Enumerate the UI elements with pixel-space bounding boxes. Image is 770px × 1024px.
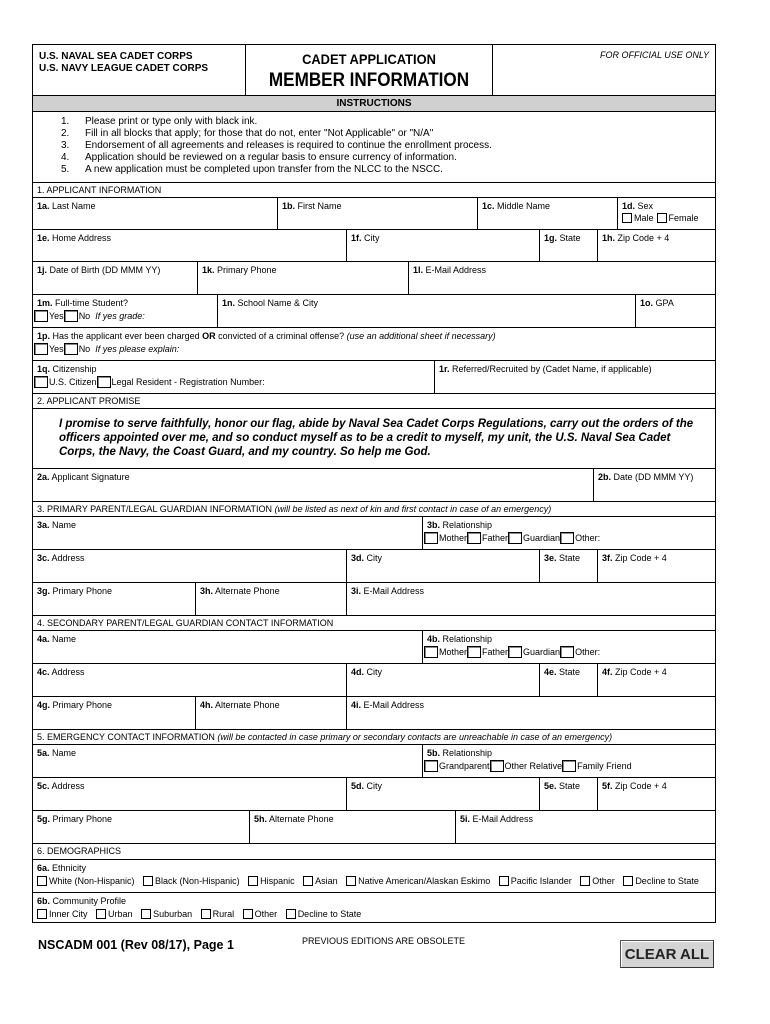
guardian-checkbox[interactable] [508,532,522,544]
option-label: Other [592,876,615,886]
option-label: Hispanic [260,876,295,886]
field-label: Date of Birth (DD MMM YY) [49,265,161,275]
emergency-email-field[interactable] [455,811,715,843]
secondary-city-field[interactable] [346,664,539,696]
emergency-city-field[interactable] [346,778,539,810]
field-label: Has the applicant ever been charged [52,331,200,341]
field-key: 1b. [282,201,296,211]
field-key: 6b. [37,896,51,906]
field-key: 1g. [544,233,558,243]
organization-names [33,45,245,95]
community-option[interactable] [243,909,278,919]
field-label: Address [51,781,85,791]
checkbox[interactable] [143,876,153,886]
checkbox[interactable] [37,876,47,886]
field-label: Primary Phone [52,700,113,710]
field-label: Name [52,520,77,530]
instructions-heading: INSTRUCTIONS [33,95,715,111]
community-option[interactable] [96,909,133,919]
field-label: Primary Phone [52,814,113,824]
emergency-zip-field[interactable] [597,778,715,810]
form-header [33,45,715,95]
primary-guardian-name-field[interactable] [33,517,422,549]
emergency-relationship-field [422,745,715,777]
emergency-state-field[interactable] [539,778,597,810]
other-checkbox[interactable] [560,532,574,544]
field-label: Address [51,667,85,677]
field-key: 5f. [602,781,613,791]
field-label: Zip Code + 4 [615,781,667,791]
field-key: 1h. [602,233,616,243]
applicant-signature-field[interactable] [33,469,593,501]
field-label: Last Name [52,201,96,211]
ethnicity-option[interactable] [499,876,572,886]
student-no-checkbox[interactable] [64,310,78,322]
field-key: 5g. [37,814,51,824]
checkbox[interactable] [141,909,151,919]
field-key: 1k. [202,265,215,275]
ethnicity-field [33,860,715,892]
option-label: Decline to State [297,909,362,919]
field-label: Zip Code + 4 [617,233,670,243]
option-label: Pacific Islander [510,876,572,886]
field-key: 3c. [37,553,50,563]
primary-zip-field[interactable] [597,550,715,582]
field-key: 4e. [544,667,557,677]
emergency-primary-phone-field[interactable] [33,811,249,843]
field-label: GPA [655,298,674,308]
instruction-item [61,116,715,128]
father-checkbox[interactable] [467,646,481,658]
field-key: 3e. [544,553,557,563]
field-key: 3f. [602,553,613,563]
field-label: E-Mail Address [363,586,425,596]
field-key: 3g. [37,586,51,596]
checkbox[interactable] [201,909,211,919]
home-address-field[interactable] [33,230,346,261]
option-label: Suburban [153,909,193,919]
field-key: 3b. [427,520,441,530]
community-option[interactable] [286,909,362,919]
field-label: Primary Phone [217,265,277,275]
field-label: City [366,781,383,791]
full-time-student-field [33,295,217,327]
field-label: Sex [637,201,654,211]
instruction-number: 3. [61,140,70,151]
checkbox[interactable] [96,909,106,919]
field-label: State [559,781,581,791]
field-key: 1e. [37,233,50,243]
option-label: Other [254,909,278,919]
legal-resident-label: Legal Resident - Registration Number: [111,377,265,387]
female-checkbox[interactable] [657,213,667,223]
application-form [32,44,716,923]
explain-note: If yes please explain: [95,344,180,354]
primary-phone-field[interactable] [197,262,408,294]
field-label: State [559,233,581,243]
last-name-field[interactable] [33,198,277,229]
org-line-1: U.S. NAVAL SEA CADET CORPS [39,51,193,62]
alternate-phone-3h-field[interactable] [195,583,346,615]
primary-address-field[interactable] [33,550,346,582]
field-key: 5c. [37,781,50,791]
field-label: Date (DD MMM YY) [613,472,694,482]
no-label: No [78,344,91,354]
field-label: Referred/Recruited by (Cadet Name, if applicable) [452,364,652,374]
field-key: 4f. [602,667,613,677]
field-key: 1l. [413,265,424,275]
male-checkbox[interactable] [622,213,632,223]
family-friend-checkbox[interactable] [562,760,576,772]
field-key: 4h. [200,700,214,710]
field-key: 1o. [640,298,654,308]
section-2-title: 2. APPLICANT PROMISE [33,393,715,408]
field-label-or: OR [202,331,216,341]
grade-note: If yes grade: [95,311,145,321]
no-label: No [78,311,91,321]
field-key: 5i. [460,814,471,824]
checkbox[interactable] [623,876,633,886]
option-label: Rural [212,909,235,919]
field-key: 1j. [37,265,48,275]
checkbox[interactable] [248,876,258,886]
father-checkbox[interactable] [467,532,481,544]
male-label: Male [634,213,654,223]
field-label: Community Profile [52,896,127,906]
clear-all-button[interactable]: CLEAR ALL [620,940,714,968]
field-label: Full-time Student? [55,298,129,308]
field-label: E-Mail Address [425,265,487,275]
option-label: Black (Non-Hispanic) [155,876,240,886]
field-key: 1c. [482,201,495,211]
school-name-field[interactable] [217,295,635,327]
checkbox[interactable] [499,876,509,886]
ethnicity-option[interactable] [248,876,295,886]
grandparent-label: Grandparent [439,761,490,771]
field-key: 5h. [254,814,268,824]
field-label: Zip Code + 4 [615,553,667,563]
field-key: 5d. [351,781,365,791]
yes-label: Yes [49,344,64,354]
signature-date-field[interactable] [593,469,715,501]
gpa-field[interactable] [635,295,715,327]
offense-no-checkbox[interactable] [64,343,78,355]
checkbox[interactable] [346,876,356,886]
community-option[interactable] [141,909,192,919]
other-relative-label: Other Relative [504,761,563,771]
field-key: 3h. [200,586,214,596]
us-citizen-checkbox[interactable] [34,376,48,388]
father-label: Father [482,533,509,543]
official-use-label: FOR OFFICIAL USE ONLY [599,50,709,60]
field-key: 1p. [37,331,51,341]
applicant-promise-text: I promise to serve faithfully, honor our flag, abide by Naval Sea Cadet Corps Regulations, carry out the orders of the officers appointed over me, and so conduct myself as to be a credit to myself, my unit, the U.S. Naval Sea Cadet Corps, the Navy, the Coast Guard, and my country. So help me God. [33,408,715,468]
field-key: 3d. [351,553,365,563]
instruction-text: Fill in all blocks that apply; for those that do not, enter "Not Applicable" or "N/A" [85,128,434,139]
obsolete-notice: PREVIOUS EDITIONS ARE OBSOLETE [302,936,466,946]
org-line-2: U.S. NAVY LEAGUE CADET CORPS [39,63,209,74]
field-label: Home Address [52,233,112,243]
ethnicity-option[interactable] [303,876,338,886]
instructions-list [33,111,715,182]
mother-label: Mother [439,647,468,657]
field-key: 2a. [37,472,50,482]
instruction-number: 4. [61,152,70,163]
instruction-text: Endorsement of all agreements and releases is required to continue the enrollment process. [85,140,492,151]
date-of-birth-field[interactable] [33,262,197,294]
other-label: Other: [575,533,601,543]
field-label: Relationship [442,748,493,758]
field-label: E-Mail Address [363,700,425,710]
option-label: Native American/Alaskan Eskimo [358,876,491,886]
field-key: 3a. [37,520,50,530]
primary-city-field[interactable] [346,550,539,582]
field-key: 4i. [351,700,362,710]
field-label: State [559,667,581,677]
email-field[interactable] [408,262,715,294]
option-label: Decline to State [635,876,699,886]
form-title: CADET APPLICATION [302,51,436,67]
field-key: 1d. [622,201,636,211]
field-label: Relationship [442,634,493,644]
community-profile-field [33,893,715,922]
field-key: 1a. [37,201,50,211]
field-label: Applicant Signature [51,472,130,482]
field-label: School Name & City [237,298,319,308]
first-name-field[interactable] [277,198,477,229]
instruction-item [61,128,715,140]
community-option[interactable] [37,909,88,919]
field-key: 5e. [544,781,557,791]
us-citizen-label: U.S. Citizen [49,377,97,387]
guardian-label: Guardian [523,647,561,657]
section-note: (will be listed as next of kin and first contact in case of an emergency) [274,504,552,514]
field-key: 5a. [37,748,50,758]
field-label: Zip Code + 4 [615,667,667,677]
field-note: (use an additional sheet if necessary) [346,331,496,341]
instruction-text: A new application must be completed upon transfer from the NLCC to the NSCC. [85,164,443,175]
primary-phone-3g-field[interactable] [33,583,195,615]
secondary-primary-phone-field[interactable] [33,697,195,729]
ethnicity-option[interactable] [623,876,699,886]
field-label: City [364,233,380,243]
field-key: 4g. [37,700,51,710]
section-1-title: 1. APPLICANT INFORMATION [33,182,715,197]
instruction-item [61,152,715,164]
legal-resident-checkbox[interactable] [97,376,111,388]
secondary-guardian-name-field[interactable] [33,631,422,663]
guardian-checkbox[interactable] [508,646,522,658]
field-label: E-Mail Address [472,814,534,824]
field-key: 1f. [351,233,362,243]
secondary-zip-field[interactable] [597,664,715,696]
field-key: 4c. [37,667,50,677]
field-key: 2b. [598,472,612,482]
field-label: Alternate Phone [215,586,280,596]
other-checkbox[interactable] [560,646,574,658]
checkbox[interactable] [37,909,47,919]
field-key: 4a. [37,634,50,644]
secondary-relationship-field [422,631,715,663]
secondary-address-field[interactable] [33,664,346,696]
student-yes-checkbox[interactable] [34,310,48,322]
primary-email-field[interactable] [346,583,715,615]
checkbox[interactable] [580,876,590,886]
option-label: White (Non-Hispanic) [49,876,135,886]
field-label: Middle Name [497,201,551,211]
field-label: Relationship [442,520,493,530]
emergency-alternate-phone-field[interactable] [249,811,455,843]
community-option[interactable] [201,909,235,919]
section-note: (will be contacted in case primary or secondary contacts are unreachable in case of an emergency) [217,732,613,742]
field-key: 3i. [351,586,362,596]
field-key: 1n. [222,298,236,308]
middle-name-field[interactable] [477,198,617,229]
instruction-number: 1. [61,116,70,127]
section-3-title [33,501,715,516]
field-label: Address [51,553,85,563]
ethnicity-option[interactable] [346,876,490,886]
checkbox[interactable] [243,909,253,919]
field-key: 5b. [427,748,441,758]
mother-label: Mother [439,533,468,543]
ethnicity-option[interactable] [580,876,615,886]
grandparent-checkbox[interactable] [424,760,438,772]
form-title-block [245,45,493,95]
mother-checkbox[interactable] [424,532,438,544]
form-footer [32,934,716,974]
mother-checkbox[interactable] [424,646,438,658]
option-label: Asian [315,876,338,886]
field-label: Citizenship [52,364,97,374]
emergency-address-field[interactable] [33,778,346,810]
primary-state-field[interactable] [539,550,597,582]
section-4-title: 4. SECONDARY PARENT/LEGAL GUARDIAN CONTACT INFORMATION [33,615,715,630]
secondary-alternate-phone-field[interactable] [195,697,346,729]
field-key: 4b. [427,634,441,644]
yes-label: Yes [49,311,64,321]
field-key: 1q. [37,364,51,374]
field-label-cont: convicted of a criminal offense? [218,331,345,341]
offense-yes-checkbox[interactable] [34,343,48,355]
field-key: 1r. [439,364,450,374]
referred-by-field[interactable] [434,361,715,393]
form-subtitle: MEMBER INFORMATION [268,70,470,91]
field-label: Primary Phone [52,586,113,596]
section-5-title [33,729,715,744]
instruction-item [61,164,715,176]
option-label: Urban [108,909,133,919]
ethnicity-option[interactable] [143,876,240,886]
option-label: Inner City [49,909,88,919]
section-title-text: 5. EMERGENCY CONTACT INFORMATION [37,732,215,742]
field-label: Ethnicity [52,863,87,873]
checkbox[interactable] [303,876,313,886]
section-title-text: 3. PRIMARY PARENT/LEGAL GUARDIAN INFORMATION [37,504,273,514]
instruction-item [61,140,715,152]
guardian-label: Guardian [523,533,561,543]
instruction-number: 2. [61,128,70,139]
secondary-email-field[interactable] [346,697,715,729]
father-label: Father [482,647,509,657]
city-field[interactable] [346,230,539,261]
section-6-title: 6. DEMOGRAPHICS [33,843,715,859]
ethnicity-option[interactable] [37,876,135,886]
emergency-name-field[interactable] [33,745,422,777]
instruction-number: 5. [61,164,70,175]
female-label: Female [668,213,699,223]
instruction-text: Please print or type only with black ink. [85,116,258,127]
field-label: Alternate Phone [215,700,280,710]
secondary-state-field[interactable] [539,664,597,696]
instruction-text: Application should be reviewed on a regular basis to ensure currency of information. [85,152,457,163]
field-label: Alternate Phone [269,814,334,824]
field-label: City [366,667,383,677]
field-key: 4d. [351,667,365,677]
criminal-offense-field [33,328,715,360]
other-relative-checkbox[interactable] [490,760,504,772]
citizenship-field [33,361,434,393]
form-code: NSCADM 001 (Rev 08/17), Page 1 [38,938,234,952]
checkbox[interactable] [286,909,296,919]
field-label: Name [52,748,77,758]
field-label: Name [52,634,77,644]
field-label: First Name [297,201,342,211]
field-key: 1m. [37,298,53,308]
zip-code-field[interactable] [597,230,715,261]
state-field[interactable] [539,230,597,261]
sex-field [617,198,715,229]
field-key: 6a. [37,863,50,873]
other-label: Other: [575,647,601,657]
field-label: State [559,553,581,563]
primary-relationship-field [422,517,715,549]
field-label: City [366,553,383,563]
family-friend-label: Family Friend [577,761,632,771]
